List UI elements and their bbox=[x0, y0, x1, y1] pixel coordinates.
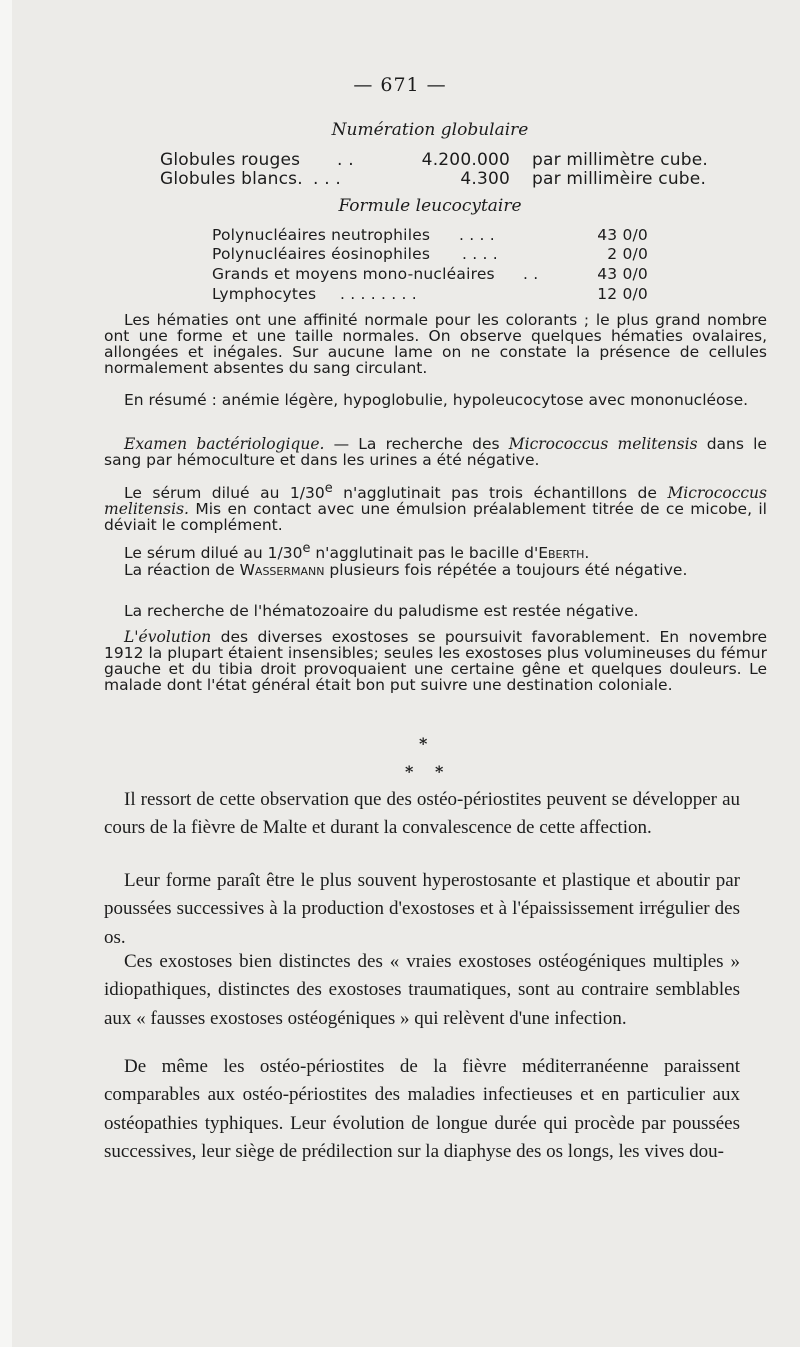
formule-row-dots: . . . . bbox=[462, 245, 498, 263]
evolution-label: L'évolution bbox=[124, 628, 212, 646]
micrococcus-name: Micrococcus melitensis. bbox=[104, 484, 767, 519]
hematies-paragraph: Les hématies ont une affinité normale pour les colorants ; le plus grand nombre ont une forme et une taille normales. On observe quelques hématies ovalaires, allongées et inégales. Sur aucune lame on ne constate la présence de cellules normalement absentes du sang circulant. bbox=[104, 311, 767, 377]
body-paragraph: Leur forme paraît être le plus souvent hyperostosante et plastique et aboutir par poussées successives à la production d'exostoses et à l'épaississement irrégulier des os. bbox=[104, 870, 740, 948]
page-number: — 671 — bbox=[353, 74, 447, 96]
formule-row-label: Polynucléaires éosinophiles bbox=[212, 245, 431, 263]
formule-row-dots: . . bbox=[523, 265, 539, 283]
serum-paragraph-2: Le sérum dilué au 1/30e n'agglutinait pas le bacille d'Eberth. bbox=[124, 541, 590, 563]
numeration-row-unit: par millimèire cube. bbox=[532, 169, 707, 189]
examen-label: Examen bactériologique. bbox=[124, 435, 325, 453]
formule-row-label: Grands et moyens mono-nucléaires bbox=[212, 265, 495, 283]
formule-row-value: 2 0/0 bbox=[607, 245, 648, 263]
formule-row-value: 12 0/0 bbox=[597, 285, 648, 303]
numeration-row-label: Globules blancs. bbox=[160, 169, 303, 189]
evolution-paragraph: L'évolution des diverses exostoses se poursuivit favorablement. En novembre 1912 la plupart étaient insensibles; seules les exostoses plus volumineuses du fémur gauche et du tibia droit provoquaient une certaine gêne et quelques douleurs. Le malade dont l'état général était bon put suivre une destination coloniale. bbox=[104, 628, 767, 694]
numeration-row-dots: . . . bbox=[313, 169, 342, 189]
formule-row-value: 43 0/0 bbox=[597, 226, 648, 244]
numeration-row-value: 4.200.000 bbox=[421, 150, 510, 170]
formule-row-label: Lymphocytes bbox=[212, 285, 317, 303]
body-paragraph: De même les ostéo-périostites de la fièvre méditerranéenne paraissent comparables aux ostéo-périostites des maladies infectieuses et en particulier aux ostéopathies typhiques. Leur évolution de longue durée qui procède par poussées successives, leur siège de prédilection sur la diaphyse des os longs, les vives dou- bbox=[104, 1056, 740, 1162]
numeration-row-value: 4.300 bbox=[460, 169, 510, 189]
wassermann-paragraph: La réaction de Wassermann plusieurs fois répétée a toujours été négative. bbox=[124, 561, 688, 579]
body-paragraph: Ces exostoses bien distinctes des « vraies exostoses ostéogéniques multiples » idiopathiques, distinctes des exostoses traumatiques, sont au contraire semblables aux « fausses exostoses ostéogéniques » qui relèvent d'une infection. bbox=[104, 951, 740, 1029]
resume-paragraph: En résumé : anémie légère, hypoglobulie, hypoleucocytose avec mononucléose. bbox=[124, 391, 749, 409]
formule-row-label: Polynucléaires neutrophiles bbox=[212, 226, 431, 244]
body-paragraph: Il ressort de cette observation que des ostéo-périostites peuvent se développer au cours de la fièvre de Malte et durant la convalescence de cette affection. bbox=[104, 789, 740, 839]
micrococcus-name: Micrococcus melitensis bbox=[508, 435, 698, 453]
numeration-title: Numération globulaire bbox=[331, 120, 529, 140]
separator-star: * bbox=[419, 734, 428, 753]
examen-paragraph: Examen bactériologique. — La recherche des Micrococcus melitensis dans le sang par hémoculture et dans les urines a été négative. bbox=[104, 435, 767, 469]
numeration-row-unit: par millimètre cube. bbox=[532, 150, 708, 170]
formule-row-dots: . . . . bbox=[459, 226, 495, 244]
hematozoaire-paragraph: La recherche de l'hématozoaire du paludisme est restée négative. bbox=[124, 602, 639, 620]
serum-paragraph-1: Le sérum dilué au 1/30e n'agglutinait pas trois échantillons de Micrococcus melitensis. Mis en contact avec une émulsion préalablement titrée de ce micobe, il déviait le complément. bbox=[104, 481, 767, 534]
separator-star: * bbox=[435, 762, 444, 781]
formule-title: Formule leucocytaire bbox=[338, 196, 522, 216]
numeration-row-dots: . . bbox=[337, 150, 354, 170]
separator-star: * bbox=[405, 762, 414, 781]
formule-row-value: 43 0/0 bbox=[597, 265, 648, 283]
numeration-row-label: Globules rouges bbox=[160, 150, 301, 170]
formule-row-dots: . . . . . . . . bbox=[340, 285, 417, 303]
